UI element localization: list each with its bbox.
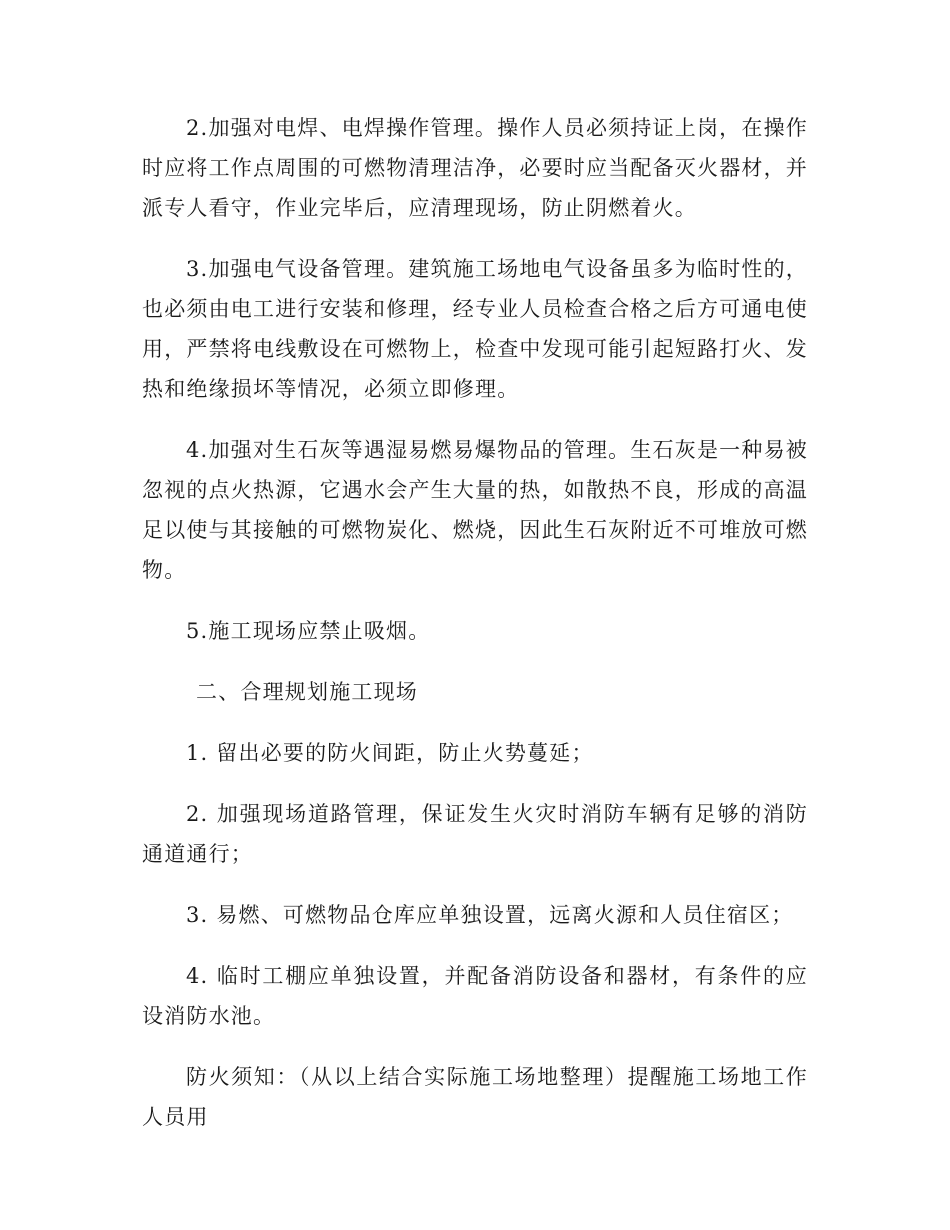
list-item-fire-spacing: 1. 留出必要的防火间距，防止火势蔓延； — [186, 741, 594, 765]
list-item-temporary-sheds: 4. 临时工棚应单独设置，并配备消防设备和器材，有条件的应设消防水池。 — [142, 964, 808, 1028]
paragraph-no-smoking: 5.施工现场应禁止吸烟。 — [186, 619, 431, 643]
section-heading-site-planning: 二、合理规划施工现场 — [196, 680, 418, 704]
paragraph-electrical-equipment: 3.加强电气设备管理。建筑施工场地电气设备虽多为临时性的，也必须由电工进行安装和修理，经专业人员检查合格之后方可通电使用，严禁将电线敷设在可燃物上，检查中发现可能引起短路打火、发热和绝缘损坏等情况，必须立即修理。 — [142, 257, 808, 401]
paragraph-quicklime-management: 4.加强对生石灰等遇湿易燃易爆物品的管理。生石灰是一种易被忽视的点火热源，它遇水会产生大量的热，如散热不良，形成的高温足以使与其接触的可燃物炭化、燃烧，因此生石灰附近不可堆放可燃物。 — [142, 438, 808, 582]
document-body — [142, 108, 808, 1158]
paragraph-fire-notice: 防火须知：（从以上结合实际施工场地整理）提醒施工场地工作人员用 — [142, 1065, 808, 1129]
list-item-road-management: 2. 加强现场道路管理，保证发生火灾时消防车辆有足够的消防通道通行； — [142, 802, 808, 866]
list-item-warehouse: 3. 易燃、可燃物品仓库应单独设置，远离火源和人员住宿区； — [186, 903, 794, 927]
paragraph-welding-management: 2.加强对电焊、电焊操作管理。操作人员必须持证上岗，在操作时应将工作点周围的可燃物清理洁净，必要时应当配备灭火器材，并派专人看守，作业完毕后，应清理现场，防止阴燃着火。 — [142, 116, 808, 220]
